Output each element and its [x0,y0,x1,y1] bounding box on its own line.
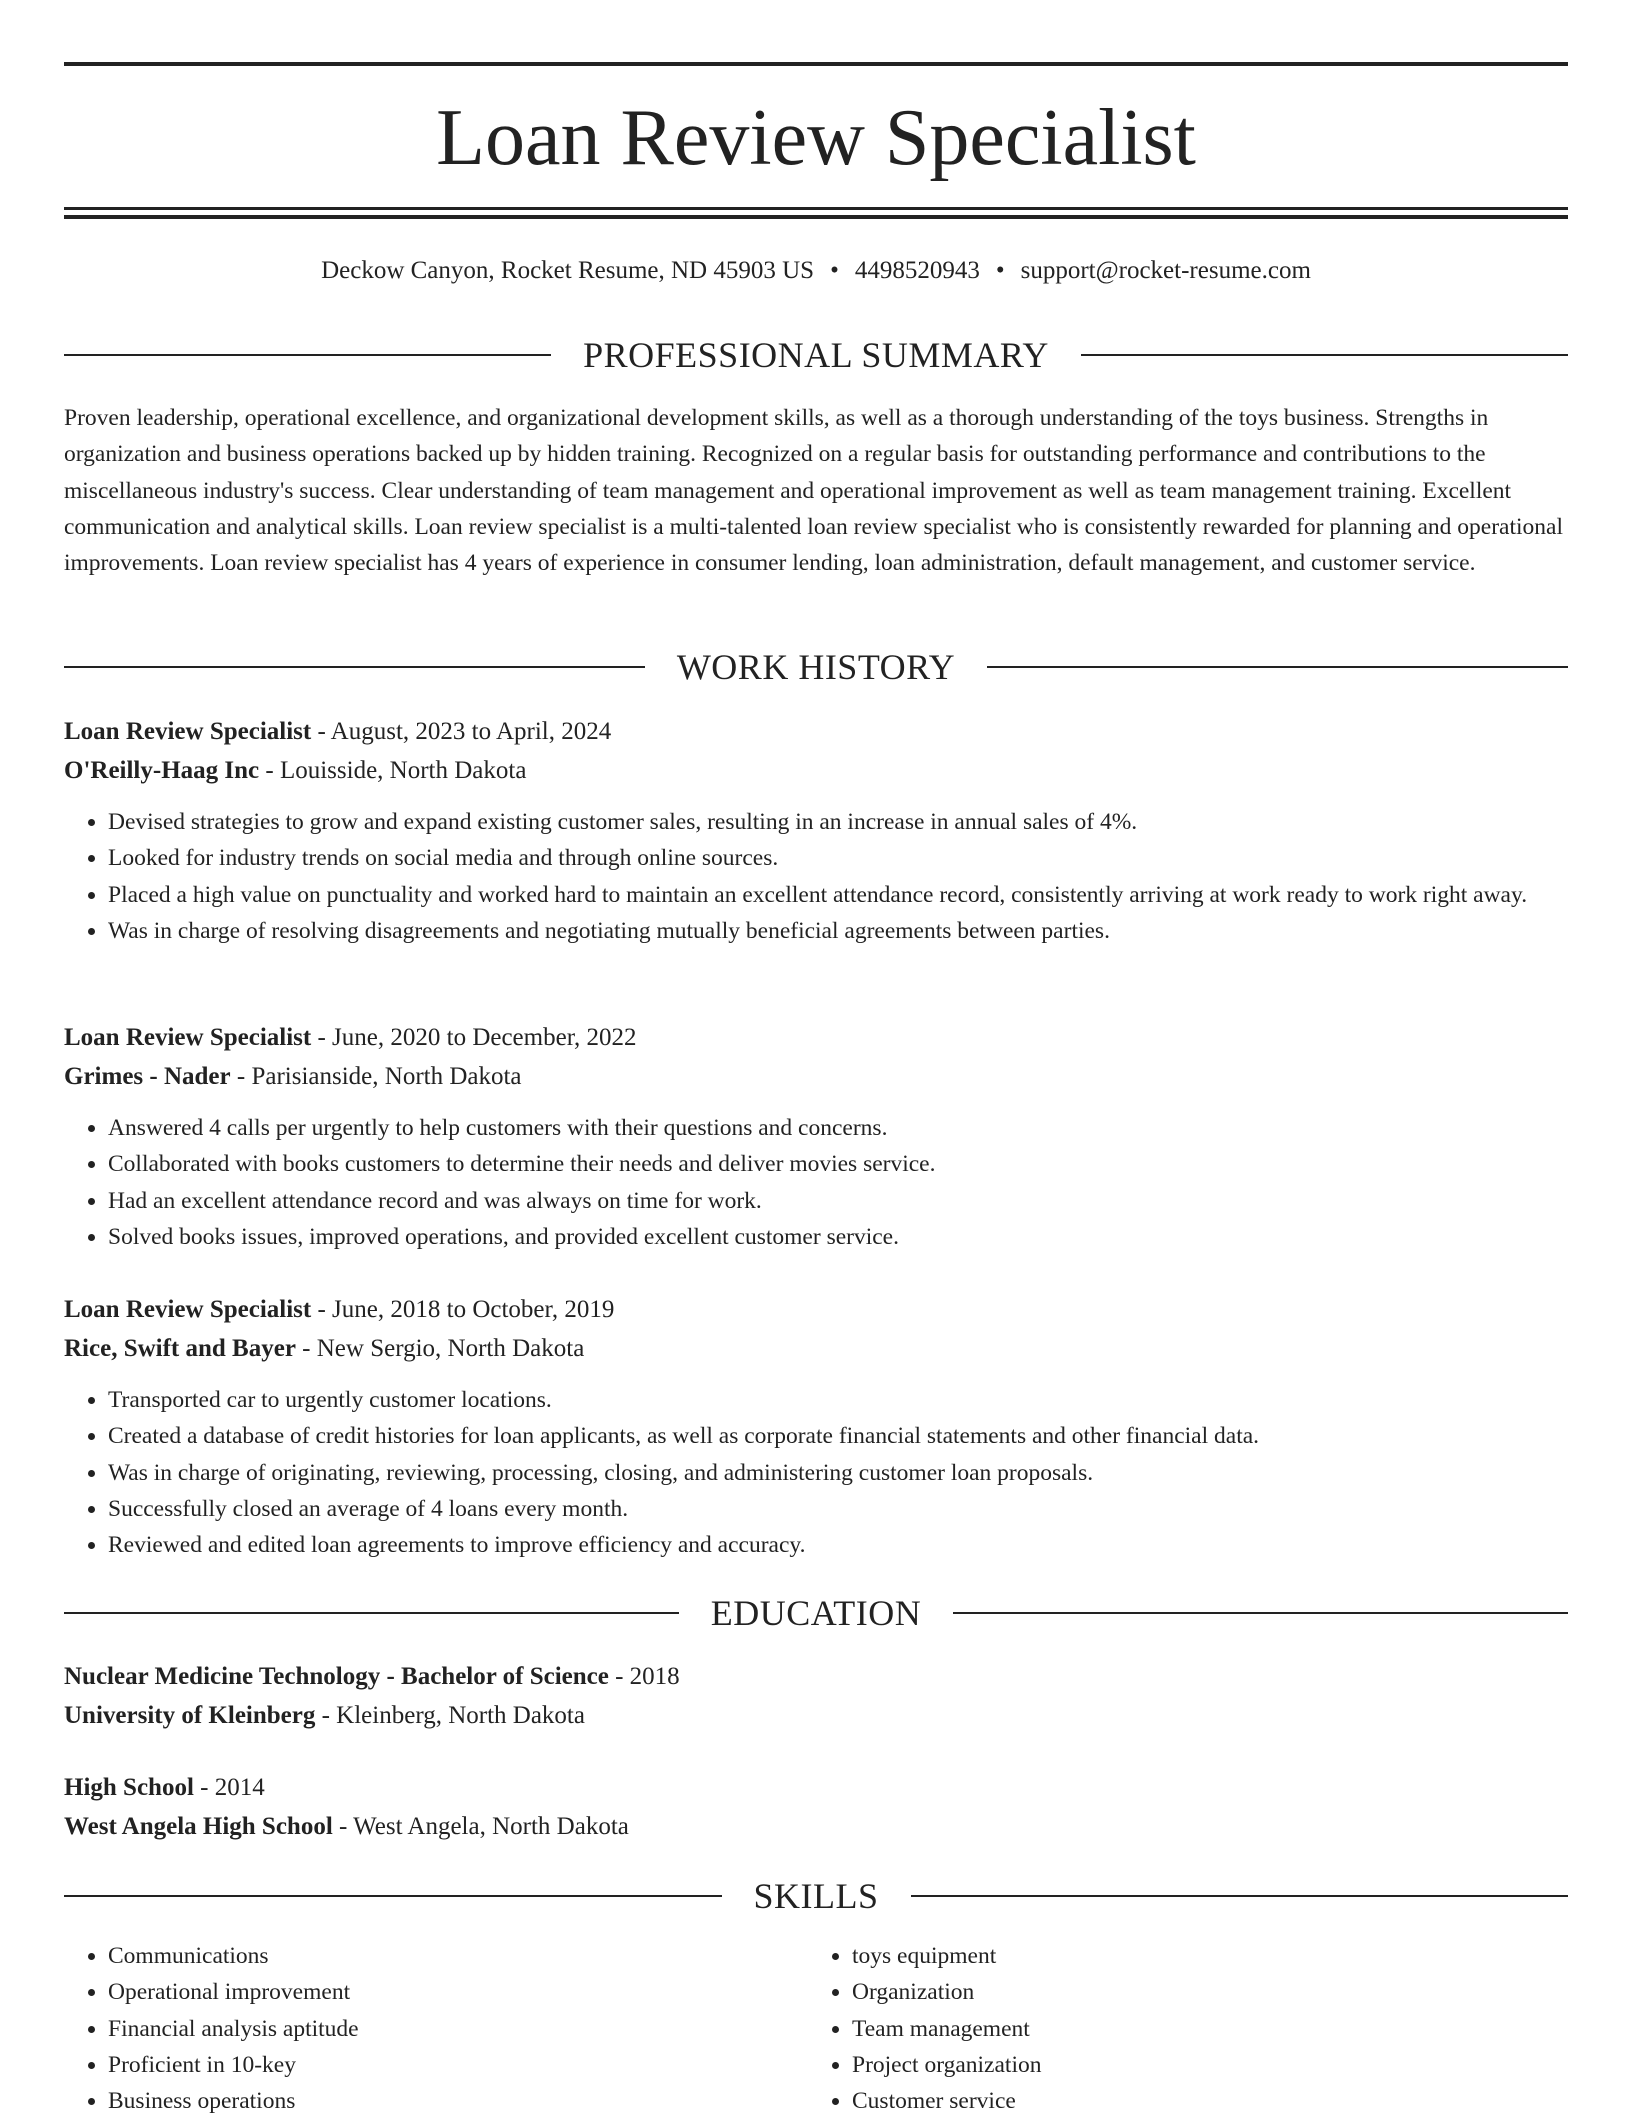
list-item: • toys equipment [852,1938,1550,1974]
heading-rule [953,1612,1568,1614]
job-company-line [64,1057,1568,1096]
education-school-line [64,1696,1568,1735]
job-title-line [64,1290,1568,1329]
education-school-line [64,1807,1568,1846]
section-heading-summary [64,333,1568,377]
education-school: University of Kleinberg [64,1702,316,1729]
job-dates: - June, 2018 to October, 2019 [311,1296,615,1323]
section-title: EDUCATION [710,1593,922,1633]
heading-rule [64,354,551,356]
job-title: Loan Review Specialist [64,1296,312,1323]
skills-column-left [64,1938,806,2119]
contact-line [64,253,1568,289]
education-school: West Angela High School [64,1813,333,1840]
resume-name: Loan Review Specialist [436,94,1196,182]
heading-rule [1081,354,1568,356]
education-degree: High School [64,1774,194,1801]
education-location: - West Angela, North Dakota [332,1813,629,1840]
skills-list [64,1938,1568,2119]
list-item: • Created a database of credit histories for loan applicants, as well as corporate financial statements and other financial data. [108,1418,1568,1454]
list-item: • Transported car to urgently customer locations. [108,1382,1568,1418]
education-degree-line [64,1768,1568,1807]
education-entry [64,1657,1568,1735]
list-item: • Collaborated with books customers to determine their needs and deliver movies service. [108,1146,1568,1182]
contact-phone: 4498520943 [854,257,980,284]
list-item: • Financial analysis aptitude [108,2011,806,2047]
section-title: WORK HISTORY [676,647,956,687]
job-location: - New Sergio, North Dakota [295,1335,585,1362]
contact-email: support@rocket-resume.com [1020,257,1311,284]
header-rule-upper [64,207,1568,210]
job-location: - Parisianside, North Dakota [230,1063,522,1090]
list-item: • Solved books issues, improved operations, and provided excellent customer service. [108,1219,1568,1255]
job-bullets [64,1382,1568,1563]
list-item: • Organization [852,1974,1550,2010]
job-title: Loan Review Specialist [64,718,312,745]
list-item: • Was in charge of resolving disagreements and negotiating mutually beneficial agreements between parties. [108,913,1568,949]
list-item: • Successfully closed an average of 4 loans every month. [108,1491,1568,1527]
heading-rule [987,666,1568,668]
list-item: • Proficient in 10-key [108,2047,806,2083]
education-year: - 2018 [608,1663,680,1690]
job-title-line [64,712,1568,751]
job-title: Loan Review Specialist [64,1024,312,1051]
job-company-line [64,751,1568,790]
job-bullets [64,804,1568,949]
list-item: • Customer service [852,2083,1550,2119]
section-heading-skills [64,1874,1568,1918]
section-title: PROFESSIONAL SUMMARY [583,335,1049,375]
section-heading-work [64,645,1568,689]
job-entry [64,1018,1568,1255]
job-company: O'Reilly-Haag Inc [64,757,260,784]
contact-address: Deckow Canyon, Rocket Resume, ND 45903 US [321,257,815,284]
job-entry [64,1290,1568,1563]
job-entry [64,712,1568,949]
list-item: • Operational improvement [108,1974,806,2010]
job-title-line [64,1018,1568,1057]
list-item: • Reviewed and edited loan agreements to improve efficiency and accuracy. [108,1527,1568,1563]
contact-separator: • [830,257,839,284]
header-top-rule [64,62,1568,66]
education-degree: Nuclear Medicine Technology - Bachelor of Science [64,1663,609,1690]
header-rule-lower [64,215,1568,219]
list-item: • Was in charge of originating, reviewing, processing, closing, and administering customer loan proposals. [108,1455,1568,1491]
section-title: SKILLS [753,1876,879,1916]
heading-rule [911,1895,1569,1897]
list-item: • Business operations [108,2083,806,2119]
job-company: Grimes - Nader [64,1063,231,1090]
list-item: • Answered 4 calls per urgently to help customers with their questions and concerns. [108,1110,1568,1146]
list-item: • Team management [852,2011,1550,2047]
job-bullets [64,1110,1568,1255]
education-degree-line [64,1657,1568,1696]
heading-rule [64,666,645,668]
education-entry [64,1768,1568,1846]
summary-text: Proven leadership, operational excellence, and organizational development skills, as well as a thorough understanding of the toys business. Strengths in organization and business operations backed up by hidden training. Recognized on a regular basis for outstanding performance and contributions to the miscellaneous industry's success. Clear understanding of team management and operational improvement as well as team management training. Excellent communication and analytical skills. Loan review specialist is a multi-talented loan review specialist who is consistently rewarded for planning and operational improvements. Loan review specialist has 4 years of experience in consumer lending, loan administration, default management, and customer service. [64,405,1563,577]
heading-rule [64,1895,722,1897]
heading-rule [64,1612,679,1614]
job-location: - Louisside, North Dakota [259,757,527,784]
list-item: • Placed a high value on punctuality and worked hard to maintain an excellent attendance record, consistently arriving at work ready to work right away. [108,877,1568,913]
education-location: - Kleinberg, North Dakota [315,1702,585,1729]
list-item: • Communications [108,1938,806,1974]
job-dates: - August, 2023 to April, 2024 [311,718,612,745]
contact-separator: • [995,257,1005,284]
job-company: Rice, Swift and Bayer [64,1335,296,1362]
section-heading-education [64,1591,1568,1635]
list-item: • Looked for industry trends on social media and through online sources. [108,840,1568,876]
job-dates: - June, 2020 to December, 2022 [311,1024,637,1051]
list-item: • Project organization [852,2047,1550,2083]
education-year: - 2014 [193,1774,265,1801]
skills-column-right [806,1938,1550,2119]
list-item: • Devised strategies to grow and expand existing customer sales, resulting in an increase in annual sales of 4%. [108,804,1568,840]
job-company-line [64,1329,1568,1368]
list-item: • Had an excellent attendance record and was always on time for work. [108,1183,1568,1219]
